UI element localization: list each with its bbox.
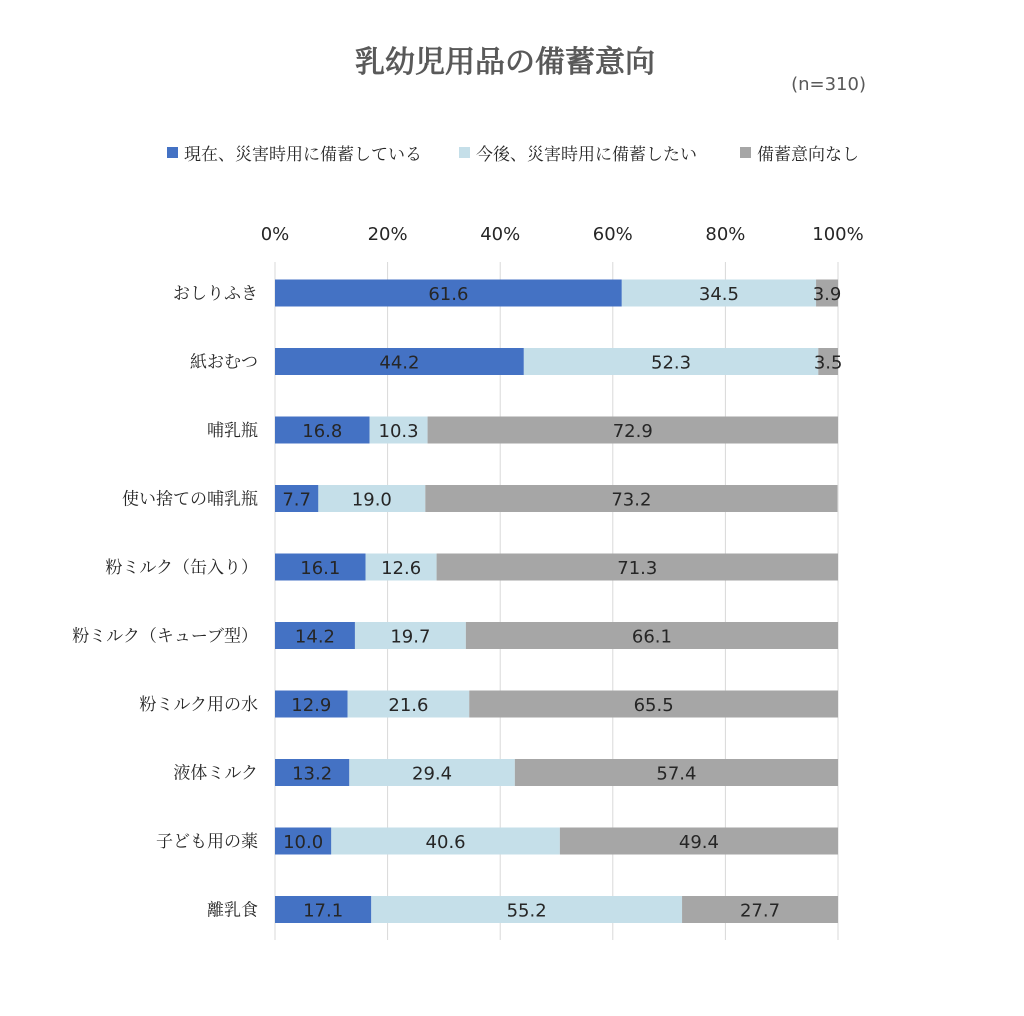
data-label: 49.4 — [678, 832, 719, 853]
data-label: 3.9 — [812, 284, 842, 305]
data-label: 73.2 — [611, 489, 652, 511]
data-label: 55.2 — [506, 900, 547, 922]
data-label: 19.0 — [351, 489, 392, 511]
x-tick-label: 100% — [812, 224, 864, 245]
data-label: 57.4 — [656, 763, 697, 785]
data-label: 71.3 — [617, 558, 658, 579]
sample-size: (n=310) — [791, 74, 866, 95]
data-label: 17.1 — [303, 900, 344, 922]
x-tick-label: 0% — [260, 224, 290, 245]
category-label: 液体ミルク — [173, 763, 258, 784]
category-label: 離乳食 — [207, 900, 258, 921]
data-label: 14.2 — [294, 626, 336, 648]
category-label: 粉ミルク（キューブ型） — [72, 626, 258, 647]
data-label: 27.7 — [739, 900, 781, 922]
data-label: 16.1 — [300, 558, 341, 579]
data-label: 66.1 — [631, 626, 672, 648]
data-label: 40.6 — [425, 832, 466, 853]
data-label: 7.7 — [282, 489, 311, 511]
data-label: 10.0 — [283, 832, 324, 853]
data-label: 21.6 — [388, 695, 429, 716]
legend — [167, 145, 859, 165]
data-label: 12.6 — [381, 558, 422, 579]
category-label: 粉ミルク（缶入り） — [105, 558, 258, 578]
data-label: 12.9 — [291, 695, 332, 716]
legend-swatch — [167, 147, 178, 158]
x-tick-label: 60% — [592, 224, 633, 245]
data-label: 13.2 — [292, 763, 333, 785]
data-label: 52.3 — [651, 352, 692, 374]
data-label: 72.9 — [612, 421, 653, 442]
data-label: 65.5 — [633, 695, 674, 716]
data-label: 19.7 — [390, 626, 431, 648]
x-tick-label: 80% — [705, 224, 746, 245]
x-tick-label: 20% — [367, 224, 408, 245]
category-label: おしりふき — [173, 284, 258, 304]
data-label: 34.5 — [698, 284, 739, 305]
category-label: 紙おむつ — [190, 352, 258, 373]
x-tick-label: 40% — [480, 224, 521, 245]
category-labels — [72, 284, 258, 921]
category-label: 使い捨ての哺乳瓶 — [122, 489, 258, 510]
legend-label: 現在、災害時用に備蓄している — [184, 145, 422, 165]
category-label: 哺乳瓶 — [207, 421, 258, 441]
data-label: 29.4 — [412, 763, 453, 785]
legend-label: 備蓄意向なし — [757, 145, 859, 165]
legend-swatch — [740, 147, 751, 158]
legend-swatch — [459, 147, 470, 158]
chart-title: 乳幼児用品の備蓄意向 — [355, 45, 655, 80]
data-label: 3.5 — [813, 352, 843, 374]
data-label: 44.2 — [379, 352, 420, 374]
category-label: 子ども用の薬 — [156, 832, 258, 852]
x-axis-ticks — [261, 224, 864, 245]
data-label: 61.6 — [428, 284, 469, 305]
category-label: 粉ミルク用の水 — [139, 695, 258, 715]
bars — [275, 280, 842, 924]
data-label: 16.8 — [302, 421, 343, 442]
data-label: 10.3 — [378, 421, 419, 442]
legend-label: 今後、災害時用に備蓄したい — [476, 145, 697, 165]
